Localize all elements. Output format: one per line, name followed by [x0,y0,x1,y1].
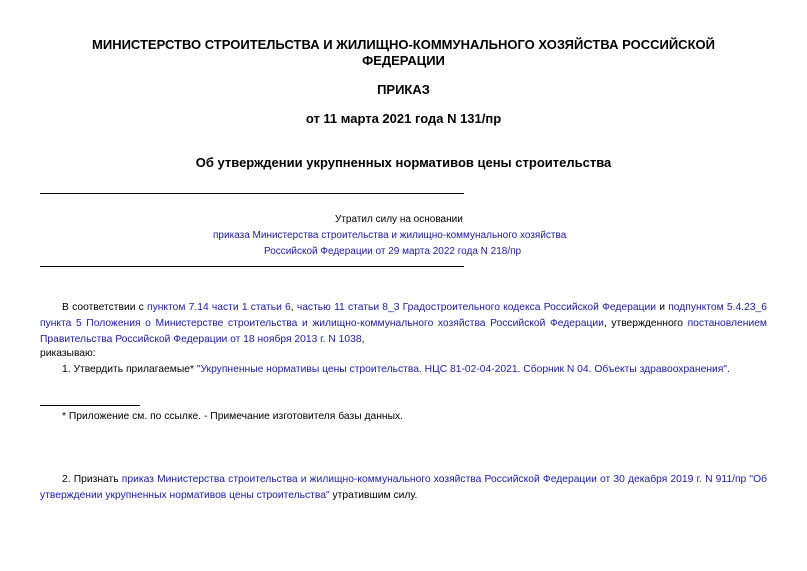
order-verb: риказываю: [40,348,96,359]
link-point-7-14[interactable]: пунктом 7.14 части 1 статьи 6 [147,302,291,313]
document-date-number: от 11 марта 2021 года N 131/пр [305,111,502,126]
link-subpoint-5-4-23-6[interactable]: подпунктом 5.4.23_6 пункта 5 Положения о Министерстве строительства и жилищно-коммунального хозяйства Российской Федерации [40,302,767,329]
paragraph-basis-sep1: , [290,302,297,313]
lost-force-link-line-3[interactable]: Российской Федерации от 29 марта 2022 года N 218/пр [264,246,522,257]
document-type: ПРИКАЗ [377,82,430,97]
paragraph-basis-sep2: и [656,302,669,313]
footnote-divider [40,405,140,406]
divider-top [40,193,464,194]
paragraph-approve-prefix: 1. Утвердить прилагаемые* [62,364,197,375]
link-government-decree-1038[interactable]: постановлением Правительства Российской Федерации от 18 ноября 2013 г. N 1038 [40,318,767,345]
paragraph-basis-prefix: В соответствии с [62,302,148,313]
paragraph-approve [40,362,767,378]
link-ncs-81-02-04-2021[interactable]: "Укрупненные нормативы цены строительства. НЦС 81-02-04-2021. Сборник N 04. Объекты здравоохранения" [196,364,727,375]
paragraph-repeal-suffix: утратившим силу. [329,490,418,501]
paragraph-basis [40,300,767,348]
paragraph-basis-suffix: , [361,334,365,345]
ministry-title: МИНИСТЕРСТВО СТРОИТЕЛЬСТВА И ЖИЛИЩНО-КОММУНАЛЬНОГО ХОЗЯЙСТВА РОССИЙСКОЙ ФЕДЕРАЦИИ [92,37,715,68]
paragraph-repeal [40,472,767,504]
lost-force-note [40,212,807,260]
paragraph-approve-suffix: . [727,364,730,375]
lost-force-link-line-2[interactable]: приказа Министерства строительства и жилищно-коммунального хозяйства [213,230,567,241]
link-part-11-article-8-3[interactable]: частью 11 статьи 8_3 Градостроительного кодекса Российской Федерации [296,302,657,313]
document-subject: Об утверждении укрупненных нормативов цены строительства [195,155,612,170]
paragraph-repeal-prefix: 2. Признать [62,474,122,485]
paragraph-basis-mid: , утвержденного [603,318,688,329]
lost-force-line-1: Утратил силу на основании [335,214,463,225]
footnote-text: * Приложение см. по ссылке. - Примечание изготовителя базы данных. [62,411,404,422]
divider-bottom [40,266,464,267]
link-order-911[interactable]: приказ Министерства строительства и жилищно-коммунального хозяйства Российской Федерации от 30 декабря 2019 г. N 911/пр "Об утверждении укрупненных нормативов цены строительства" [40,474,767,501]
